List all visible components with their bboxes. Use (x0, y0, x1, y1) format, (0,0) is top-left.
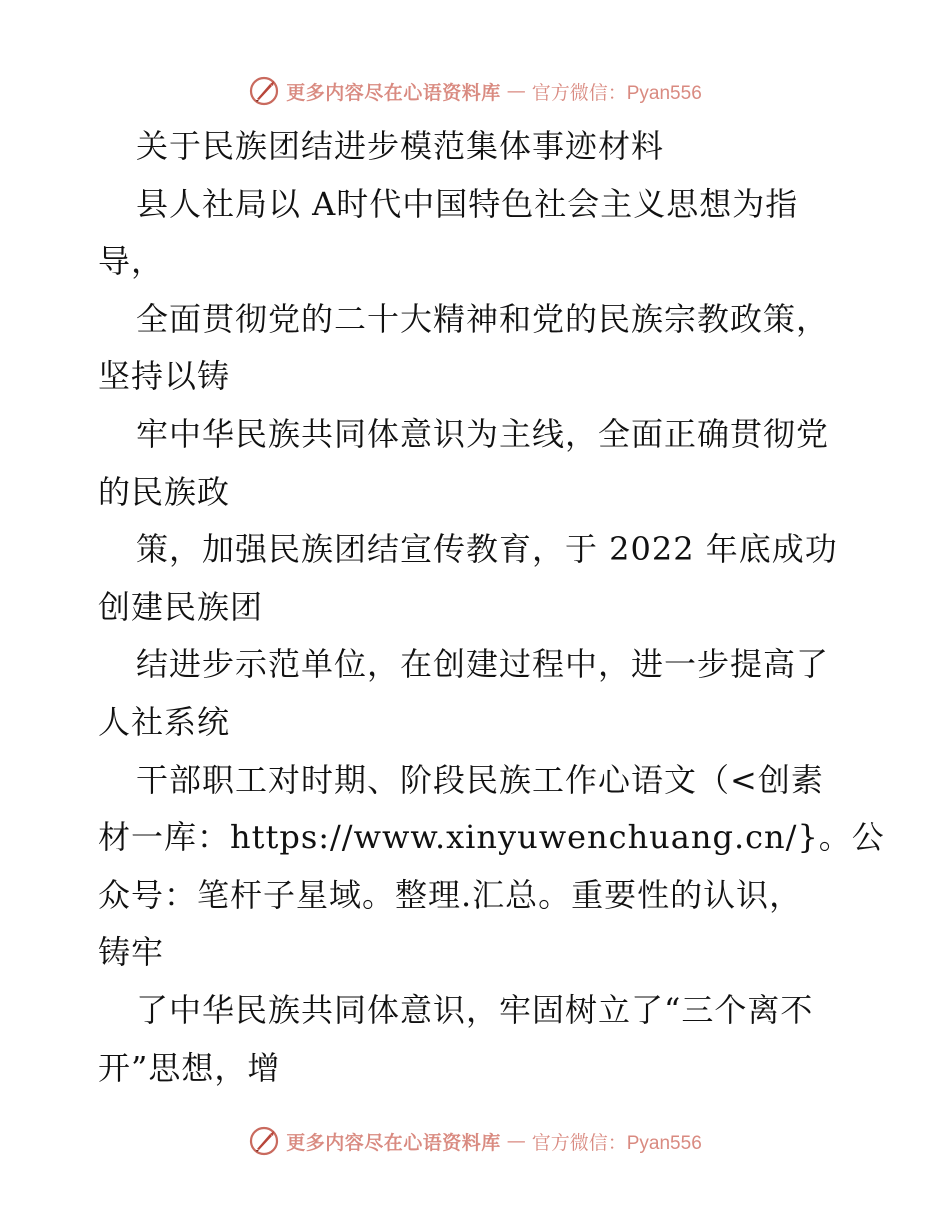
watermark-text: 更多内容尽在心语资料库 (286, 81, 501, 104)
paragraph-line: 开”思想，增 (98, 1048, 281, 1087)
paragraph-line: 了中华民族共同体意识，牢固树立了“三个离不 (136, 990, 814, 1029)
paragraph-line: 材一库：https://www.xinyuwenchuang.cn/}。公 (98, 818, 885, 857)
quill-logo-icon (248, 75, 280, 107)
paragraph-line: 坚持以铸 (98, 357, 231, 396)
paragraph-line: 策，加强民族团结宣传教育，于 2022 年底成功 (136, 530, 838, 569)
paragraph-line: 结进步示范单位，在创建过程中，进一步提高了 (136, 645, 830, 684)
quill-logo-icon (248, 1125, 280, 1157)
paragraph-line: 牢中华民族共同体意识为主线，全面正确贯彻党 (136, 414, 830, 453)
document-title: 关于民族团结进步模范集体事迹材料 (136, 127, 665, 165)
footer-watermark (0, 1123, 950, 1159)
watermark-separator: — (506, 80, 526, 102)
watermark-text: 更多内容尽在心语资料库 (286, 1131, 501, 1154)
paragraph-line: 众号：笔杆子星域。整理.汇总。重要性的认识， (98, 875, 803, 914)
paragraph-line: 的民族政 (98, 472, 231, 511)
paragraph-line: 县人社局以 A时代中国特色社会主义思想为指 (136, 184, 799, 223)
paragraph-line: 人社系统 (98, 702, 231, 741)
paragraph-line: 创建民族团 (98, 587, 264, 626)
header-watermark (0, 73, 950, 109)
paragraph-line: 全面贯彻党的二十大精神和党的民族宗教政策， (136, 299, 830, 338)
watermark-contact: 官方微信：Pyan556 (531, 1132, 702, 1154)
paragraph-line: 铸牢 (98, 933, 165, 972)
watermark-contact: 官方微信：Pyan556 (531, 82, 702, 104)
paragraph-line: 导， (98, 242, 165, 281)
document-body (98, 118, 885, 1097)
watermark-separator: — (506, 1130, 526, 1152)
paragraph-line: 干部职工对时期、阶段民族工作心语文（<创素 (136, 760, 824, 799)
